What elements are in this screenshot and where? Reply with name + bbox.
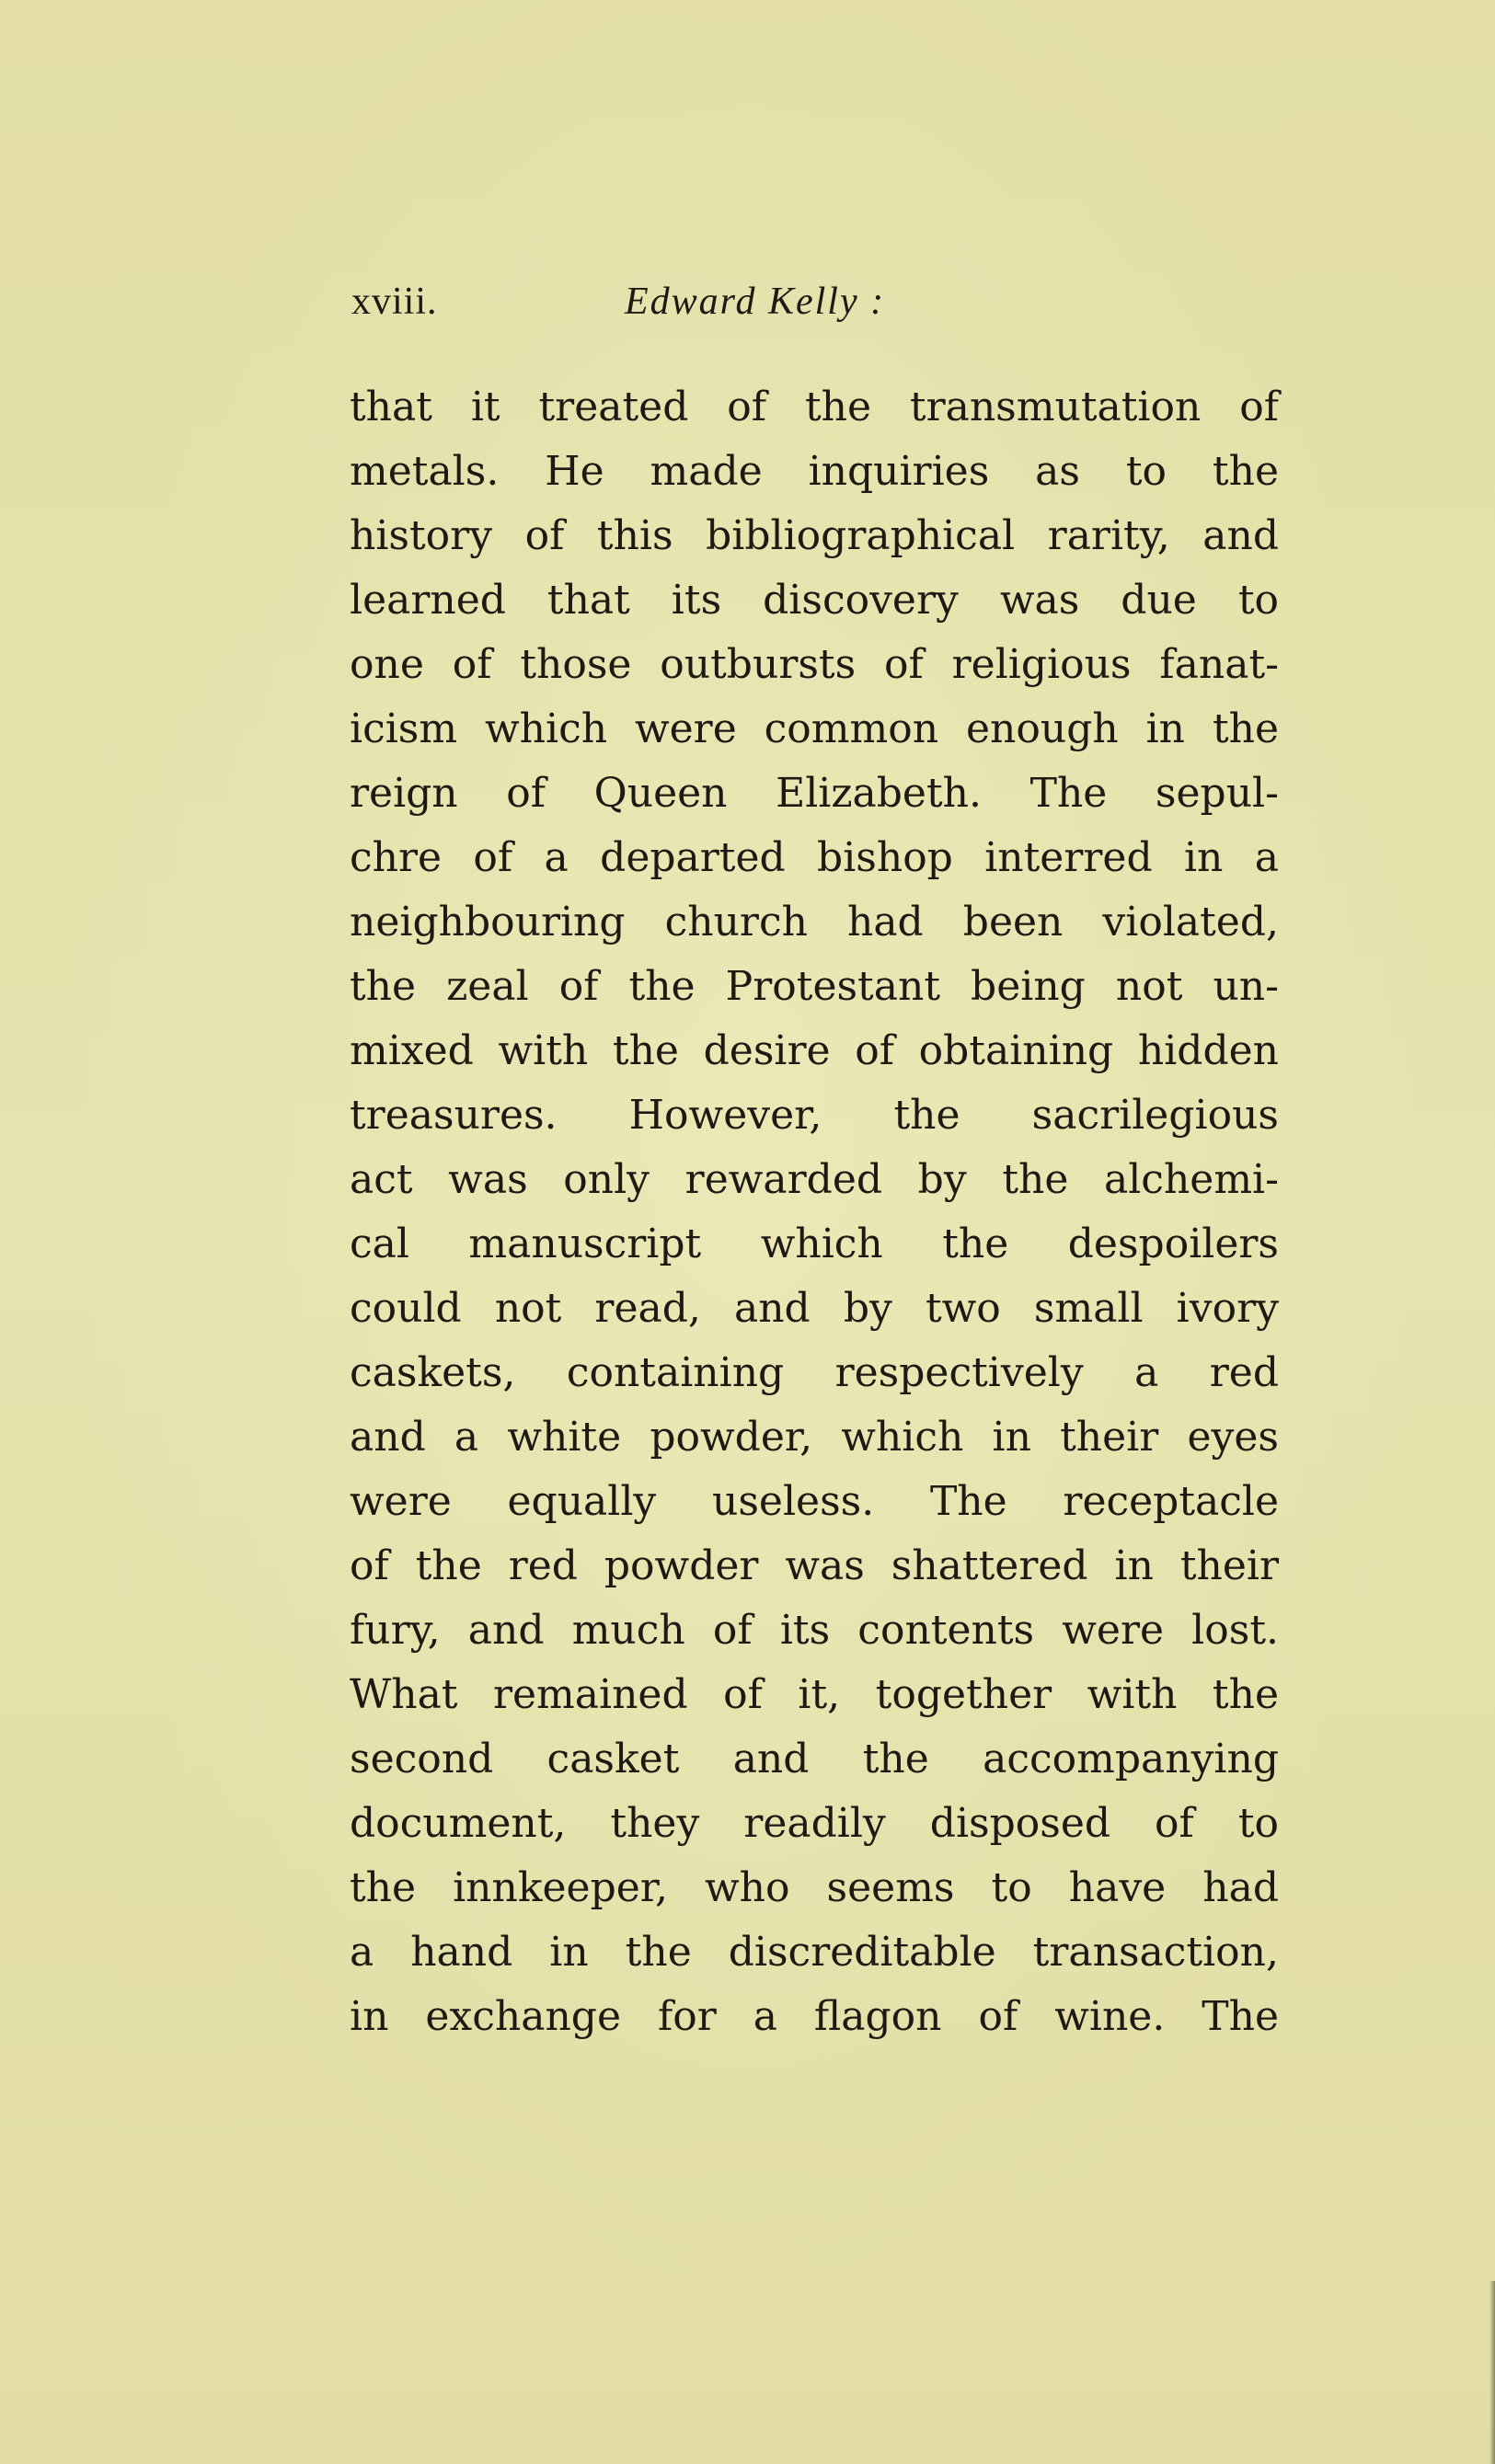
- text-line: fury, and much of its contents were lost.: [350, 1607, 1279, 1654]
- page-number: xviii.: [351, 281, 438, 323]
- body-text: [350, 375, 1279, 2049]
- text-line: icism which were common enough in the: [350, 705, 1279, 752]
- running-head: Edward Kelly :: [625, 281, 886, 323]
- text-line: mixed with the desire of obtaining hidden: [350, 1027, 1279, 1074]
- text-line: What remained of it, together with the: [350, 1671, 1279, 1718]
- text-line: cal manuscript which the despoilers: [350, 1221, 1279, 1267]
- text-line: one of those outbursts of religious fanat-: [350, 641, 1279, 688]
- text-line: were equally useless. The receptacle: [350, 1478, 1279, 1525]
- text-line: neighbouring church had been violated,: [350, 899, 1279, 945]
- text-line: could not read, and by two small ivory: [350, 1285, 1279, 1332]
- text-line: treasures. However, the sacrilegious: [350, 1092, 1279, 1139]
- text-line: of the red powder was shattered in their: [350, 1542, 1279, 1589]
- text-line: and a white powder, which in their eyes: [350, 1414, 1279, 1461]
- text-line: in exchange for a flagon of wine. The: [350, 1993, 1279, 2040]
- text-line: that it treated of the transmutation of: [350, 384, 1279, 430]
- text-line: learned that its discovery was due to: [350, 577, 1279, 624]
- text-line: document, they readily disposed of to: [350, 1800, 1279, 1847]
- text-line: the innkeeper, who seems to have had: [350, 1864, 1279, 1911]
- page-edge-shadow: [1489, 2281, 1495, 2464]
- text-line: second casket and the accompanying: [350, 1736, 1279, 1782]
- text-line: a hand in the discreditable transaction,: [350, 1929, 1279, 1976]
- text-line: metals. He made inquiries as to the: [350, 448, 1279, 495]
- text-line: chre of a departed bishop interred in a: [350, 834, 1279, 881]
- text-line: act was only rewarded by the alchemi-: [350, 1156, 1279, 1203]
- text-line: history of this bibliographical rarity, and: [350, 512, 1279, 559]
- text-line: reign of Queen Elizabeth. The sepul-: [350, 770, 1279, 817]
- text-line: the zeal of the Protestant being not un-: [350, 963, 1279, 1010]
- text-line: caskets, containing respectively a red: [350, 1349, 1279, 1396]
- page-header: [351, 274, 1271, 329]
